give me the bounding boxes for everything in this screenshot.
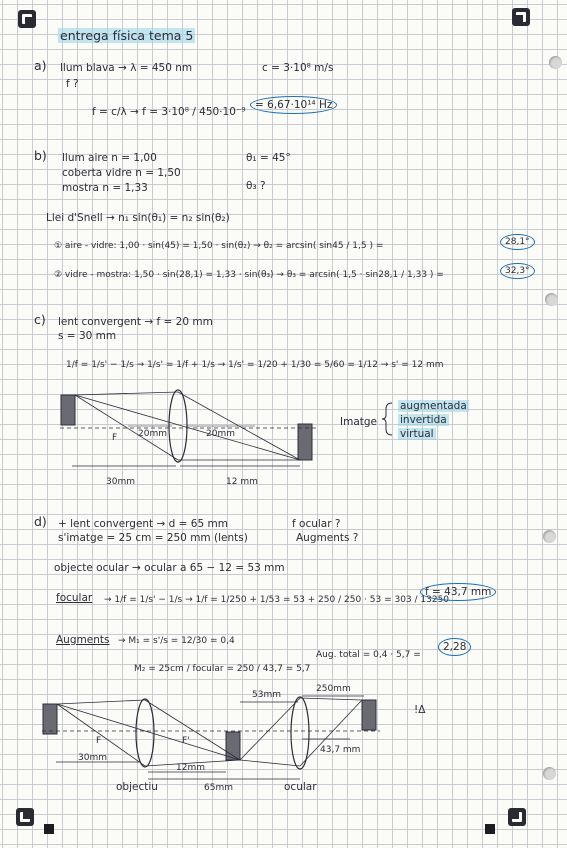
section-c-line1: lent convergent → f = 20 mm [58, 316, 213, 328]
section-d-line1: + lent convergent → d = 65 mm [58, 518, 228, 530]
distance-label: 65mm [204, 783, 233, 793]
title-highlight: entrega física tema 5 [60, 28, 194, 43]
incidence-angle: θ₁ = 45° [246, 152, 291, 164]
image-property-highlight: invertida [400, 414, 447, 426]
distance-label: 20mm [206, 429, 235, 439]
section-b-label: b) [34, 148, 47, 163]
section-a-label: a) [34, 58, 47, 73]
distance-label: 43,7 mm [320, 745, 361, 755]
frequency-formula: f = c/λ → f = 3·10⁸ / 450·10⁻⁹ [92, 106, 246, 118]
section-d-question-1: f ocular ? [292, 518, 341, 530]
eyepiece-object-distance: objecte ocular → ocular a 65 − 12 = 53 mm [54, 562, 285, 574]
section-d-label: d) [34, 514, 47, 529]
distance-label: 30mm [78, 753, 107, 763]
eyepiece-lens [291, 697, 309, 769]
objective-magnification: → M₁ = s'/s = 12/30 = 0,4 [118, 636, 235, 646]
image-property-highlight: virtual [400, 428, 434, 440]
ray [300, 698, 362, 700]
section-c-line2: s = 30 mm [58, 330, 117, 342]
objective-image-focal-point: F' [182, 736, 190, 746]
step-1-equation: ① aire - vidre: 1,00 · sin(45) = 1,50 · sin(θ₂) → θ₂ = arcsin( sin45 / 1,5 ) = [54, 241, 384, 251]
image-label: Imatge [340, 416, 378, 428]
step-1-result-circle: 28,1° [500, 234, 535, 250]
total-magnification-result-circle: 2,28 [438, 638, 471, 656]
lens-equation: 1/f = 1/s' − 1/s → 1/s' = 1/f + 1/s → 1/s' = 1/20 + 1/30 = 5/60 = 1/12 → s' = 12 mm [66, 360, 444, 370]
objective-focal-point: F [96, 736, 102, 746]
ray [57, 700, 145, 704]
distance-label: 30mm [106, 477, 135, 487]
image-property-highlight: augmentada [400, 400, 467, 412]
speed-of-light: c = 3·10⁸ m/s [262, 62, 334, 74]
ray [145, 700, 240, 760]
distance-label: 12 mm [226, 477, 258, 487]
focal-point-label: F [112, 433, 118, 443]
section-d-question-2: Augments ? [296, 532, 359, 544]
eyepiece-lens-label: ocular [284, 781, 317, 793]
eyepiece-focal-label: focular [56, 592, 93, 604]
eyepiece-magnification: M₂ = 25cm / focular = 250 / 43,7 = 5,7 [134, 664, 311, 674]
magnification-label: Augments [56, 634, 110, 646]
objective-lens-label: objectiu [116, 781, 158, 793]
total-magnification: Aug. total = 0,4 · 5,7 = [316, 650, 421, 660]
section-d-line2: s'imatge = 25 cm = 250 mm (lents) [58, 532, 248, 544]
section-b-line1: llum aire n = 1,00 [62, 152, 157, 164]
refraction-angle-question: θ₃ ? [246, 180, 266, 192]
distance-label: 20mm [138, 429, 167, 439]
section-b-line2: coberta vidre n = 1,50 [62, 167, 181, 179]
step-2-result-circle: 32,3° [500, 263, 535, 279]
margin-note: !Δ [414, 704, 426, 716]
section-a-question: f ? [66, 78, 79, 90]
distance-label: 250mm [316, 684, 351, 694]
frequency-result-circle: = 6,67·10¹⁴ Hz [250, 96, 337, 114]
eyepiece-focal-equation: → 1/f = 1/s' − 1/s → 1/f = 1/250 + 1/53 = 53 + 250 / 250 · 53 = 303 / 13250 [104, 595, 450, 605]
ray [240, 760, 300, 766]
eyepiece-focal-result-circle: f = 43,7 mm [420, 583, 496, 601]
snell-law: Llei d'Snell → n₁ sin(θ₁) = n₂ sin(θ₂) [46, 212, 230, 224]
distance-label: 12mm [176, 763, 205, 773]
section-a-line1: llum blava → λ = 450 nm [60, 62, 193, 74]
section-c-label: c) [34, 312, 46, 327]
distance-label: 53mm [252, 690, 281, 700]
step-2-equation: ② vidre - mostra: 1,50 · sin(28,1) = 1,33 · sin(θ₃) → θ₃ = arcsin( 1,5 · sin28,1 / 1,33 ) = [54, 270, 444, 280]
object-block [43, 704, 57, 734]
final-image-block [362, 700, 376, 730]
section-b-line3: mostra n = 1,33 [62, 182, 148, 194]
